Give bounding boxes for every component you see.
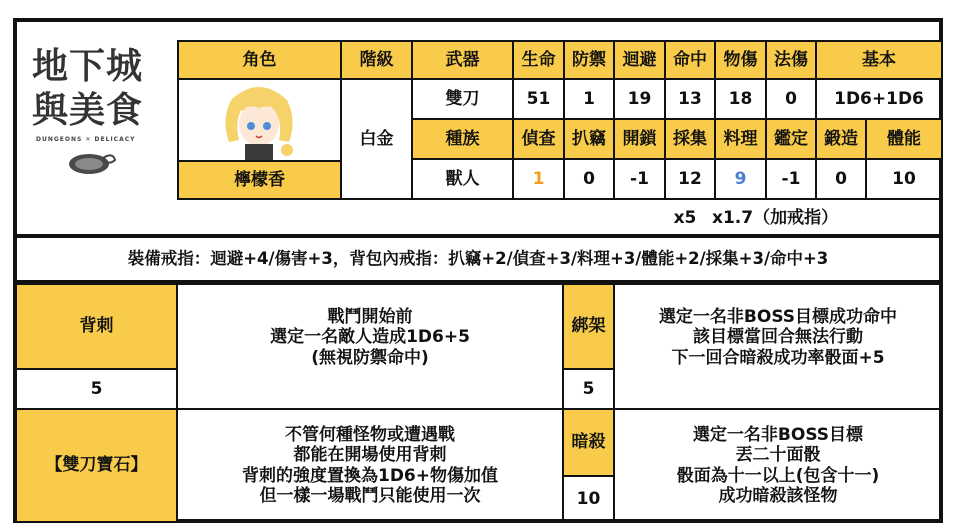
header-appraise: 鑑定 [765,118,817,160]
desc-line: 成功暗殺該怪物 [718,485,838,506]
header-accuracy: 命中 [664,40,716,80]
desc-line: 骰面為十一以上(包含十一) [676,465,880,486]
header-detect: 偵查 [512,118,565,160]
skill-backstab-desc [176,283,564,410]
header-weapon: 武器 [411,40,514,80]
gather-value: 12 [664,158,716,200]
desc-line: 選定一名敵人造成1D6+5 [270,327,470,348]
skill-kidnap-desc [613,283,943,410]
desc-line: 都能在開場使用背刺 [293,445,447,466]
header-rank: 階級 [340,40,413,80]
header-character: 角色 [177,40,342,80]
header-phys-dmg: 物傷 [714,40,767,80]
skill-assassinate-desc [613,408,943,523]
detect-value: 1 [512,158,565,200]
character-portrait [177,78,342,162]
header-hp: 生命 [512,40,565,80]
rank-value: 白金 [340,78,413,200]
character-name: 檸檬香 [177,160,342,200]
game-logo [22,38,172,188]
header-pickpocket: 扒竊 [563,118,615,160]
desc-line: 丟二十面骰 [735,445,821,466]
desc-line: (無視防禦命中) [311,347,429,368]
appraise-value: -1 [765,158,817,200]
header-stamina: 體能 [865,118,943,160]
desc-line: 不管何種怪物或遭遇戰 [285,424,455,445]
logo-title-line2: 與美食 [32,89,144,131]
logo-subtitle: DUNGEONS ✕ DELICACY [36,136,136,143]
header-defense: 防禦 [563,40,615,80]
hp-value: 51 [512,78,565,120]
rings-info: 裝備戒指：迴避+4/傷害+3，背包內戒指：扒竊+2/偵查+3/料理+3/體能+2/採集+3/命中+3 [127,249,829,269]
desc-line: 但一樣一場戰鬥只能使用一次 [259,485,481,506]
skill-kidnap-name: 綁架 [562,283,615,370]
forge-value: 0 [815,158,867,200]
header-race: 種族 [411,118,514,160]
stamina-value: 10 [865,158,943,200]
pickpocket-value: 0 [563,158,615,200]
header-cooking: 料理 [714,118,767,160]
skill-gem-desc [176,408,564,523]
header-lockpick: 開鎖 [613,118,666,160]
header-magic-dmg: 法傷 [765,40,817,80]
desc-line: 選定一名非BOSS目標 [692,424,864,445]
desc-line: 背刺的強度置換為1D6+物傷加值 [241,465,498,486]
base-dmg-value: 1D6+1D6 [815,78,943,120]
desc-line: 下一回合暗殺成功率骰面+5 [671,347,885,368]
defense-value: 1 [563,78,615,120]
weapon-value: 雙刀 [411,78,514,120]
header-base: 基本 [815,40,943,80]
skill-assassinate-value: 10 [562,475,615,523]
desc-line: 選定一名非BOSS目標成功命中 [658,307,898,327]
header-evasion: 迴避 [613,40,666,80]
header-gather: 採集 [664,118,716,160]
multiplier-note: x1.7（加戒指） [712,207,839,228]
phys-dmg-value: 18 [714,78,767,120]
skill-assassinate-name: 暗殺 [562,408,615,477]
cooking-value: 9 [714,158,767,200]
race-value: 獸人 [411,158,514,200]
evasion-value: 19 [613,78,666,120]
accuracy-value: 13 [664,78,716,120]
magic-dmg-value: 0 [765,78,817,120]
desc-line: 該目標當回合無法行動 [693,327,863,348]
logo-title-line1: 地下城 [32,45,144,87]
steak-icon [67,150,117,180]
skill-gem-name: 【雙刀寶石】 [15,408,178,523]
multiplier-x5: x5 [673,207,697,228]
skill-backstab-name: 背刺 [15,283,178,370]
skill-kidnap-value: 5 [562,368,615,410]
lockpick-value: -1 [613,158,666,200]
skill-backstab-value: 5 [15,368,178,410]
desc-line: 戰鬥開始前 [327,307,413,327]
header-forge: 鍛造 [815,118,867,160]
